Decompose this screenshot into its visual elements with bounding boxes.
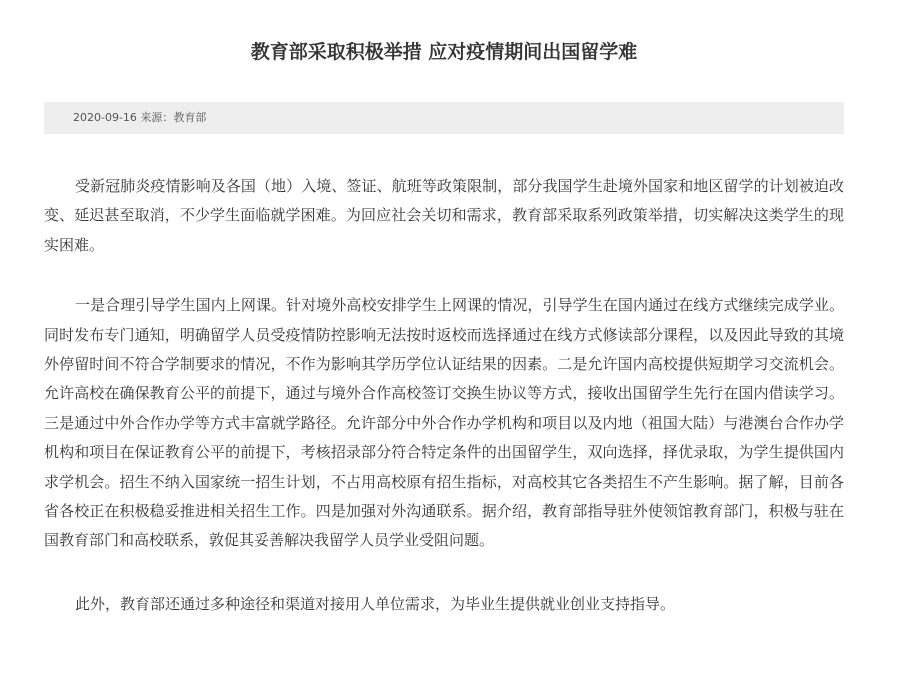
article-meta (44, 102, 844, 134)
source-label: 来源： (140, 111, 174, 124)
paragraph-measures: 一是合理引导学生国内上网课。针对境外高校安排学生上网课的情况，引导学生在国内通过在线方式继续完成学业。同时发布专门通知，明确留学人员受疫情防控影响无法按时返校而选择通过在线方式修读部分课程，以及因此导致的其境外停留时间不符合学制要求的情况，不作为影响其学历学位认证结果的因素。二是允许国内高校提供短期学习交流机会。允许高校在确保教育公平的前提下，通过与境外合作高校签订交换生协议等方式，接收出国留学生先行在国内借读学习。三是通过中外合作办学等方式丰富就学路径。允许部分中外合作办学机构和项目以及内地（祖国大陆）与港澳台合作办学机构和项目在保证教育公平的前提下，考核招录部分符合特定条件的出国留学生，双向选择，择优录取，为学生提供国内求学机会。招生不纳入国家统一招生计划，不占用高校原有招生指标，对高校其它各类招生不产生影响。据了解，目前各省各校正在积极稳妥推进相关招生工作。四是加强对外沟通联系。据介绍，教育部指导驻外使领馆教育部门，积极与驻在国教育部门和高校联系，敦促其妥善解决我留学人员学业受阻问题。 (44, 296, 844, 550)
paragraph-intro: 受新冠肺炎疫情影响及各国（地）入境、签证、航班等政策限制，部分我国学生赴境外国家和地区留学的计划被迫改变、延迟甚至取消，不少学生面临就学困难。为回应社会关切和需求，教育部采取系列政策举措，切实解决这类学生的现实困难。 (44, 177, 844, 254)
article-title: 教育部采取积极举措 应对疫情期间出国留学难 (250, 41, 638, 63)
publish-date: 2020-09-16 (73, 111, 137, 124)
article-body (44, 172, 844, 650)
paragraph-employment: 此外，教育部还通过多种途径和渠道对接用人单位需求，为毕业生提供就业创业支持指导。 (75, 594, 676, 613)
source-name: 教育部 (173, 111, 207, 124)
